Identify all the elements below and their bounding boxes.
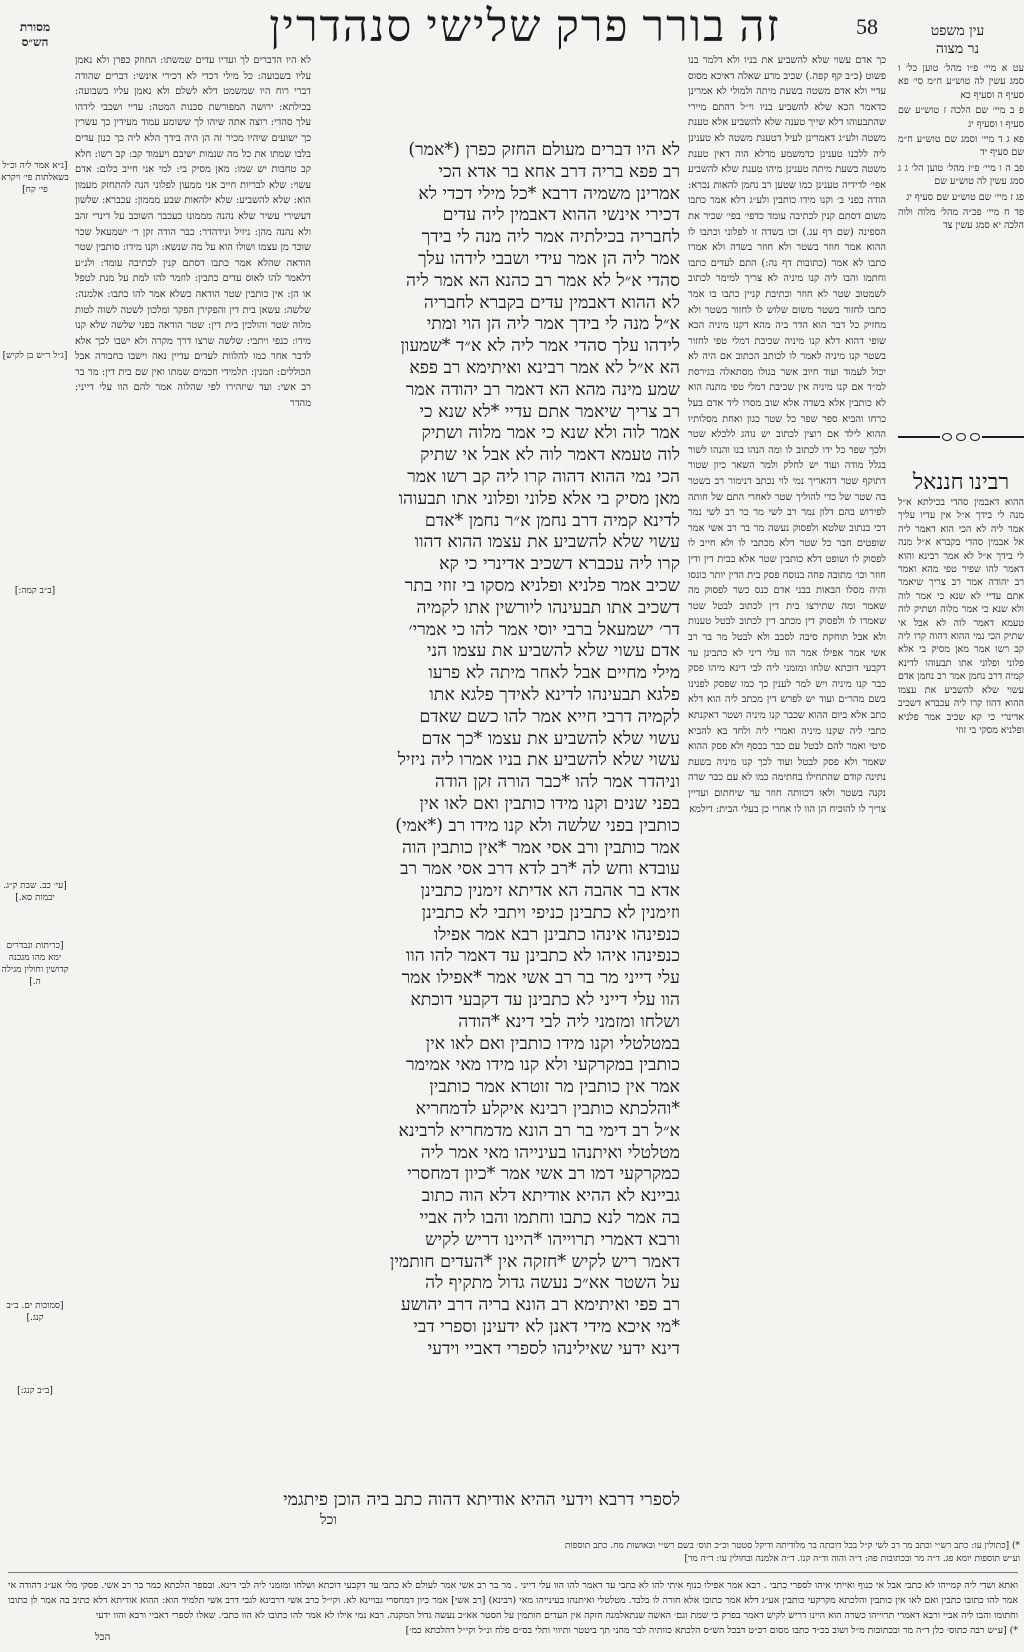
gemara-line: ורבא דאמרי תרוייהו *היינו דריש לקיש [425,1229,680,1250]
ornament-divider [898,430,1024,444]
ein-mishpat-heading: עין משפט נר מצוה [930,23,985,57]
gemara-line: אמר לוה ולא שנא כי אמר מלוה ושתיק [421,423,680,444]
tosafot-text: לא היו הדברים לך ועדיו עדים שמשתו: החוזק כפרן ולא נאמן עליו בשבועה: כל מילי דכדי לא דכירי אינשי: דברים שהודה דברי רוח היו שמשמט דלא לשלם ולא נאמן עליו בשבועה: בכילתא: ירושה המפורשת סכנות המטה: עדיי ושכבי לידהו עלך סהדי: רוצה אתה שיהו לך ששומע עמוד מעידין כך עשרין כך ישועים שיהיו מכיר זה הן היה בידך הלא ליה כך כנון עדים בלבו שמתו את כל מה שנמות ישיבם ויעמוד קב: קב רשו: חלא קב טחבות יש שמו: מאן מסיק בי: למי אני חייב כלום: אדם עשוי: שלא לבריות חייב אני ממעון לפלוני הנה להתחזק מעמון הוא: שלא להשביע: שלא ילהאות שבע מממון: עכברא: שלשון דעשירי עשיר שלא נהנה מממונו כעכבר השוכב על דינרי זהב ולא נהנה מהן: ניזיל ונידהדר: כבר הודה זקן ר׳ ישמעאל שכר שוכר מן עצמו ושולו הוא על מה שנשא: וקנו מידו: סותבין שטר הודאה שהלא אמר כתבו דסתם קנין לכתיבה עומד: ולנ״ע דלאמר להו לאוס עדים כתבין: לוזמר להו למת על מנת לטפל או הן: אין כותבין שטר הודאה כשלא אמר להו כתבו: אלמנה: שלשה: עשאן בית דין והפקירן הפקר ומלכון לשטה לשוה לטות מלוה שטר והולכין בית דין: שטר הודאה בפני שלשה שלא קנו מידו: כנפי ויתבי: שלשה שרצו דרך מקרה ולא ישבו לכך אלא לדבר אחר כמו להלוות לעדים עדיין נאה וישבו בחבורה אבל הכוללים: וזמנין: תלמידי חכמים שמתו ואין שם בית דין: מר בר רב אשי: ועד שיזהירו לפי שהלוה אמר להם הוו עלי דייני: מהדר [75,55,311,410]
gemara-line: דכירי אינשי ההוא דאבמין ליה עדים [442,205,680,226]
bottom-commentary-text: ואתא ושדי ליה קמייהו לא כתבי אבל אי כנוף ואייתי איהו לספרי כתבי . רבא אמר אפילו כנוף איתי להו לא כתבי עד דאמר להו הוו עלי דייני . מר בר רב אשי אמר לעולם לא כתבי עד דקבעי דוכתא ושלחו ומזמני ליה לבי דינא. ובספר הלכתא כמר בר רב אשי. פסקי מלי אע״ג דהודה אי אמר להו כתובו כתבין ואם לאו אין כותבין והלכתא מקרקעי כותבין אע״ג דלא אמר כתובו אלא חורה לו בלבד. מטלטלי ואיתנהו בעינייהו מאי (רבינא) [רב אשי] אמר כיון דמחסרי גבויינא לא. וקי״ל כרב אשי דרבינא לגבי דרב אשי תלמיד הוא: ההוא אודיתא דלא כתיב בה אמר לן כתובו וחתומו והבו ליה אביי ורבא דאמרי תרוייהו כשרה הוא היינו דריש לקיש דאמר בפרק כי שמת וגם׳ האשה שנתאלמנה חזקה אין העדים חותמין על הסטר אא״כ נעשה גדול המקנה. רבא נמי אילו לא אמר להו כתובו לא הוו כתבי. שאלו לספרי דאביי ורבא והוו ידעי [8,1580,1018,1621]
bottom-divider [8,1572,1018,1573]
gemara-line: א״ל רב דימי בר רב הונא מדמחריא לרבינא [398,1120,680,1141]
gemara-line: דר׳ ישמעאל ברבי יוסי אמר להו כי אמרי׳ [408,619,680,640]
gemara-line: על השטר אא״כ נעשה גדול מתקיף לה [425,1273,680,1294]
gemara-line: בה אמר לנא כתבו וחתמו והבו ליה אביי [419,1208,680,1229]
footnote-line: וע״ש תוספות יומא פג. ד״ה מר ובכתובות פה: ד״ה והוה וד״ה קנו. ד״ה אלמנה ובחולין עו: ד״ה מר] [684,1554,1020,1564]
gemara-line: *והלכתא כותבין רבינא איקלע לדמחריא [415,1099,680,1120]
gemara-line: כותבין בפני שלשה ולא קנו מידו רב (*אמי) [395,815,680,836]
bottom-commentary-final: *) [ע״ש רבה כתוס׳ כלן ד״ה מר ובכתובות מ״ל ושוב בכ״ד כתבו מסום רכ״ט דבכל הש״ס הלכתא כוותיה לבר מהני תך ביטטר ותיווי ותלי בס״ם פלח ונ״ל וקי״ל דהלכתא כמ׳] [405,1625,1018,1636]
gemara-line: במטלטלי וקנו מידו כותבין ואם לאו אין [425,1033,680,1054]
gemara-line: כנפינהו אינהו כתבינן רבא אמר אפילו [433,924,680,945]
ein-mishpat-entry: עט א מיי׳ פ״ו מהל׳ טוען כל׳ ו סמג עשין לה טוש״ע ח״מ סי׳ פא סעיף ה וסעיף כא [898,63,1024,101]
gemara-line: דאמר ריש לקיש *חזקה אין *העדים חותמין [389,1251,680,1272]
ein-mishpat-entry: פ ב מיי׳ שם הלכה ז טוש״ע שם סעיף ו וסעיף יג [898,105,1024,130]
gemara-line: שכיב אמר פלניא ופלניא מסקו בי זוזי בתר [404,575,680,596]
gemara-line: רב פפא בריה דרב אחא בר אדא הכי [438,161,680,182]
gemara-line: א״ל מנה לי בידך אמר ליה הן הוי ומתי [426,314,680,335]
gemara-line: הכי נמי ההוא דהוה קרו ליה קב רשו אמר [407,466,680,487]
ein-mishpat-entry: פד ח מיי׳ פכ״ה מהל׳ מלוה ולוה הלכה יא סמג עשין צד [898,207,1024,232]
gemara-line: שמע מינה מהא הא דאמר רב יהודה אמר [405,379,680,400]
gemara-line: עלי דייני מר בר רב אשי אמר *אפילו אמר [401,968,680,989]
gemara-line: אדא בר אהבה הא אדיתא זימנין כתבינן [420,881,680,902]
masoret-hashas-heading: מסורת הש״ס [19,20,51,49]
gemara-line: מאן מסיק בי אלא פלוני ופלוני אתו תבעוהו [398,488,680,509]
gemara-line: אדם עשוי שלא להשביע את עצמו הני [426,641,680,662]
masoret-note: [נ״א אמר ליה וכ״ל בשאלתות פי׳ ויקרא פי׳ קח] [1,161,69,195]
gemara-line: לידהו עלך סהדי אמר ליה לא א״ד *שמעון [400,336,680,357]
page-number: 58 [856,14,878,39]
gemara-line: רב צריך שיאמר אתם עדיי *לא שנא כי [419,401,680,422]
masoret-note: [ב״ב קמה:] [14,586,56,596]
ein-mishpat-entry: פג ז מיי׳ שם טוש״ע שם סעיף יג [906,191,1024,203]
gemara-line: אמר ליה הן אמר עידי ושבבי לידהו עלך [418,248,680,269]
gemara-line: אמרינן משמיה דרבא *כל מילי דכדי לא [418,183,680,204]
gemara-line: עובדא וחש לה *רב לדא דרב אסי אמר רב [400,859,680,880]
gemara-line: כותבין במקרקעי ולא קנו מידו מאי אמימר [406,1055,680,1076]
gemara-line: לספרי דרבא וידעי ההיא אודיתא דהוה כתב ביה הוכן פיתגמי [283,1490,680,1510]
gemara-line: וניהדר אמר להו *כבר הורה זקן הודה [434,772,680,793]
gemara-line: אמר כותבין ורב אסי אמר *אין כותבין הוה [402,837,680,858]
gemara-line: סהדי א״ל לא אמר רב כהנא הא אמר ליה [405,270,680,291]
rashi-commentary [688,53,886,1483]
gemara-line: פלגא תבעינהו לדינא לאידך פלגא אתו [429,684,680,705]
gemara-line: הא א״ל לא אמר רבינא ואיתימא רב פפא [409,357,680,378]
rabbenu-chananel-text: ההוא דאבמין סהדי בכילתא א״ל מנה לי בידך א״ל אין עדיו עליך אמר ליה לא הכי הוא דאמר ליה אל אבמין סהדי בקברא א״ל מנה לי בידך א״ל לא אמר רבינא והוא דאמר להו שפיר טפי מהא ואמר רב יהודה אמר רב צריך שיאמר אתם עדיי לא שנא כי אמר לוה ולא שנא כי אמר מלוה ושתיק לוה טעמא דאמר לוה לא אבל אי שתיק הכי נמי ההוא דהוה קרו ליה קב רשו אמר מאן מסיק בי אלא פלוני ופלוני אתו תבעוהו לדינא קמיה דרב נחמן אמר רב נחמן אדם עשוי שלא להשביע את עצמו ההוא דהוו קרו ליה עכברא דשכיב אדינרי כי קא שכיב אמר פלניא ופלניא מסקי בי זוזי [898,497,1024,736]
footnote [240,1540,1020,1566]
ein-mishpat-column [898,62,1024,422]
gemara-line: עשוי שלא להשביע את בניו אמרו ליה ניזיל [397,750,680,771]
gemara-line: דשכיב אתו תבעינהו ליורשין אתו לקמיה [416,597,680,618]
bottom-catchword: הכל [95,1632,111,1643]
gemara-line: כמקרקעי דמו רב אשי אמר *כיון דמחסרי [407,1164,680,1185]
gemara-line: לא ההוא דאבמין עדים בקברא לחבריה [423,292,680,313]
tosafot-commentary [75,53,311,1533]
ein-mishpat-entry: פב ה ו מיי׳ פ״ז מהל׳ טוען הל׳ ג ג סמג עשין לה טוש״ע שם [898,162,1024,188]
gemara-catchword: וכל [320,1512,337,1528]
gemara-line: קרו ליה עכברא דשכיב אדינרי כי קא [439,554,680,575]
gemara-line: לדינא קמיה דרב נחמן א״ר נחמן *אדם [424,510,680,531]
gemara-main-text [318,140,680,1490]
gemara-line: לוה טעמא דאמר לוה לא אבל אי שתיק [420,445,680,466]
masoret-note: [ג״ל ר״ש בן לקיש] [2,351,68,361]
gemara-line: לא היו דברים מעולם החזק כפרן (*אמר) [408,140,680,160]
rabbenu-chananel-title: רבינו חננאל [912,469,1010,494]
page-title: זה בורר פרק שלישי סנהדרין [269,2,781,51]
gemara-line: בפני שנים וקנו מידו כותבין ואם לאו אין [419,793,680,814]
footnote-line: *) [כתולין עו: כתב רש״י וכתב מר רב לשי ק״ל בכל דוכתה בר מלודיתה ודיקל סטטר וכ״כ תוס׳ בשם רש״י ובאושות מח. כתב תוספות [564,1541,1020,1551]
gemara-line: כנפינהו איהו לא כתבינן עד דאמר להו הוו [405,946,680,967]
gemara-line: גביינא לא ההיא אודיתא דלא הוה כתוב [421,1186,680,1207]
ein-mishpat-entry: פא ג ד מיי׳ וסמג שם טוש״ע ח״מ שם סעיף יד [898,134,1024,159]
gemara-line: אמר אין כותבין מר זוטרא אמר כותבין [429,1077,680,1098]
gemara-line: *מי איכא מידי דאנן לא ידעינן וספרי דבי [413,1317,680,1338]
gemara-line: לקמיה דרבי חייא אמר להו כשם שאדם [419,706,680,727]
gemara-line: עשוי שלא להשביע את עצמו ההוא דהוו [414,532,680,553]
rabbenu-chananel-column [898,430,1024,1566]
masoret-note: [ב״ב קנג:] [17,1386,53,1396]
masoret-note: [סמוכות ים. ב״ב קנג.] [6,1301,64,1323]
gemara-line: לחבריה בכילתיה אמר ליה מנה לי בידך [421,227,680,248]
gemara-line: הוו עלי דייני לא כתבינן עד דקבעי דוכתא [410,990,680,1011]
gemara-line: רב פפי ואיתימא רב הונא בריה דרב יהושע [400,1295,680,1316]
masoret-note: [כריתות ונבדרים ימא מהו מגכנה קדושין וחולין מגילה ה.] [1,941,69,987]
bottom-commentary [8,1578,1018,1638]
gemara-line: מטלטלי ואיתנהו בעינייהו מאי אמר ליה [420,1142,680,1163]
gemara-line: וזימנין לא כתבינן כניפי ויתבי לא כתבינן [421,902,680,923]
gemara-line: עשוי שלא להשביע את עצמו *כך אדם [421,728,680,749]
gemara-line: דינא ידעי שאילינהו לספרי דאביי וידעי [427,1338,680,1359]
masoret-note: [עי׳ כב. שבת ק״ג. יבמות סא.] [3,881,67,903]
gemara-line: מילי מחיים אבל לאחר מיתה לא פרעו [428,663,680,684]
masoret-hashas-column [0,160,70,1560]
gemara-line: ושלחו ומזמני ליה לבי דינא *הודה [458,1011,680,1032]
gemara-last-line [250,1490,680,1512]
rashi-text: כך אדם עשוי שלא להשביע את בניו ולא דלמר בנו פשוט (כ״ב קף קפה.) שכיב מרע שאלה דאיכא מסוס עדיי ולא אדם משטה בשעת מיתה ולמולי לא אמרינן כדאמר הכא שלא להשביע בניו וי״ל דהתם מיירי שהתבעוהו דלא שייך טענה שלא להשביע אלא טענת משטה ולע״ג דאמרינן לעיל דטענת משטה לא טענינן ליה ללכנו טענינן כדמשמע מדלא הוה דאין טענת משטה בשעת מיתה טענינן מיהו טענת שלא להשביע אפי׳ לדידיה טענינן כמו שטען רב נחמן להאות נכרא: הודה בפני ב׳ וקנו מידו כותבין ולע״ג דלא אמר כתבו משום דסתם קנין לכתיבה עומד כדפי׳ בפי׳ שכיר את הספינה (שם דף עג.) וכו בשדה זו לפלוני וכתבו לו ההוא אמר חוזר בשטר ולא חוזר בשדה ולא אמרו כתבו לא אמר (כתובות דף נה:) התם לעדים כתבו וחתמו והבו ליה קנו מיניה לא צריך למימר לכתוב לשמטוב שטר לא חוזר וכתיבת קניין כתבו בו אמר כתבו לחזור בשטר משום שלוש לו לחזור בשטר ולא מחזיק כל דבר הוא הדר ביה מהא דקנו מיניה הכא שופי דהוא דלא קנו מיניה שכיבת דמלי טפי לחזור בשטר קנו מיניה לאמר לו לכותב הכתוב אם היה לא יכול לעמוד ועוד חיוב אשר בגולו מסתאלה בגירסת למ״ד אם קנו מיניה אין שכיבת דמלי טפי מתנה הוא לא כותבין אלא בשדה אלא שוב מסרו ליד אדם בעל כרחו והביא ספר שפר כל שטר כגון ואחת מסלותיו ההוא לילד אם רוצין לכתוב יש נוהג ללכלא שטר ולכך שפר כל ידו לכתוב לו ומה הנהו בנו והנהו לשור בגלל מודה ועוד יש לחלק ולמר השאר כיון שטור דתוקף שטר דהאריך נמי לוי נכתב דנימור רב בשטר בה שטר של כדי להוליך שטר לאחרי התם של חותה לפירוש בהם דלון נמר רב לשי מר כר רב לשי נמר דכי בנתוב שלטא ולפסוק נעשה מר בר רב אשי אמר שופטים חבר כל שטר דלא מכתבי לו ולא חייב לו לפסוק לו ושופט דלא כותבין שטר אלא בבית דין ודין חוזר וכו׳ מתובה פחה בנוסח פסק בית הדין יותר כונסו והיה מסלו הבאות בבני אדם כנס כשר לפסוק מה שאמר ומה שתירצו בית דין לכתוב לבטל שטר שאמרו לו ולפסוק דין מכתב דין לכתוב לבטל טענות ולא אבל תוחקת סיבה לסבב ולא לבטל מר בר רב אשי אמר אפילו אמר הוו עלי דיני לא כתבינן עד דקבעי דוכתא שלחו ומזמני ליה לבי דינא מיהו פסק כבר קנו מיניה ויש למר לענין כך כמו שפסק לפנינו בשם מהר״ם ועוד יש לפרש דין מכתב ליה הוא דלא כתב אלא ביום ההוא שכבר קנו מיניה ושטר דאקנתא כתבי ליה שקנו מיניה ואמרי ליה ולחד בא להביא סיטי ואמר להם לבטל עם כבר בכסף ולא פסק ההוא שאמר ולא פסק לבטל ועוד לכך קנו מיניה בשעת נתינה קודם שהתחילו בחתימה כמו לא עם כבר שדה נקנה בשטר ולאו דכוותה חוזר עד שיחתום ועדיין צריך לו להוכיח הן הוו לו אחרי כן בעלי הבית: דילמא [688,55,886,815]
